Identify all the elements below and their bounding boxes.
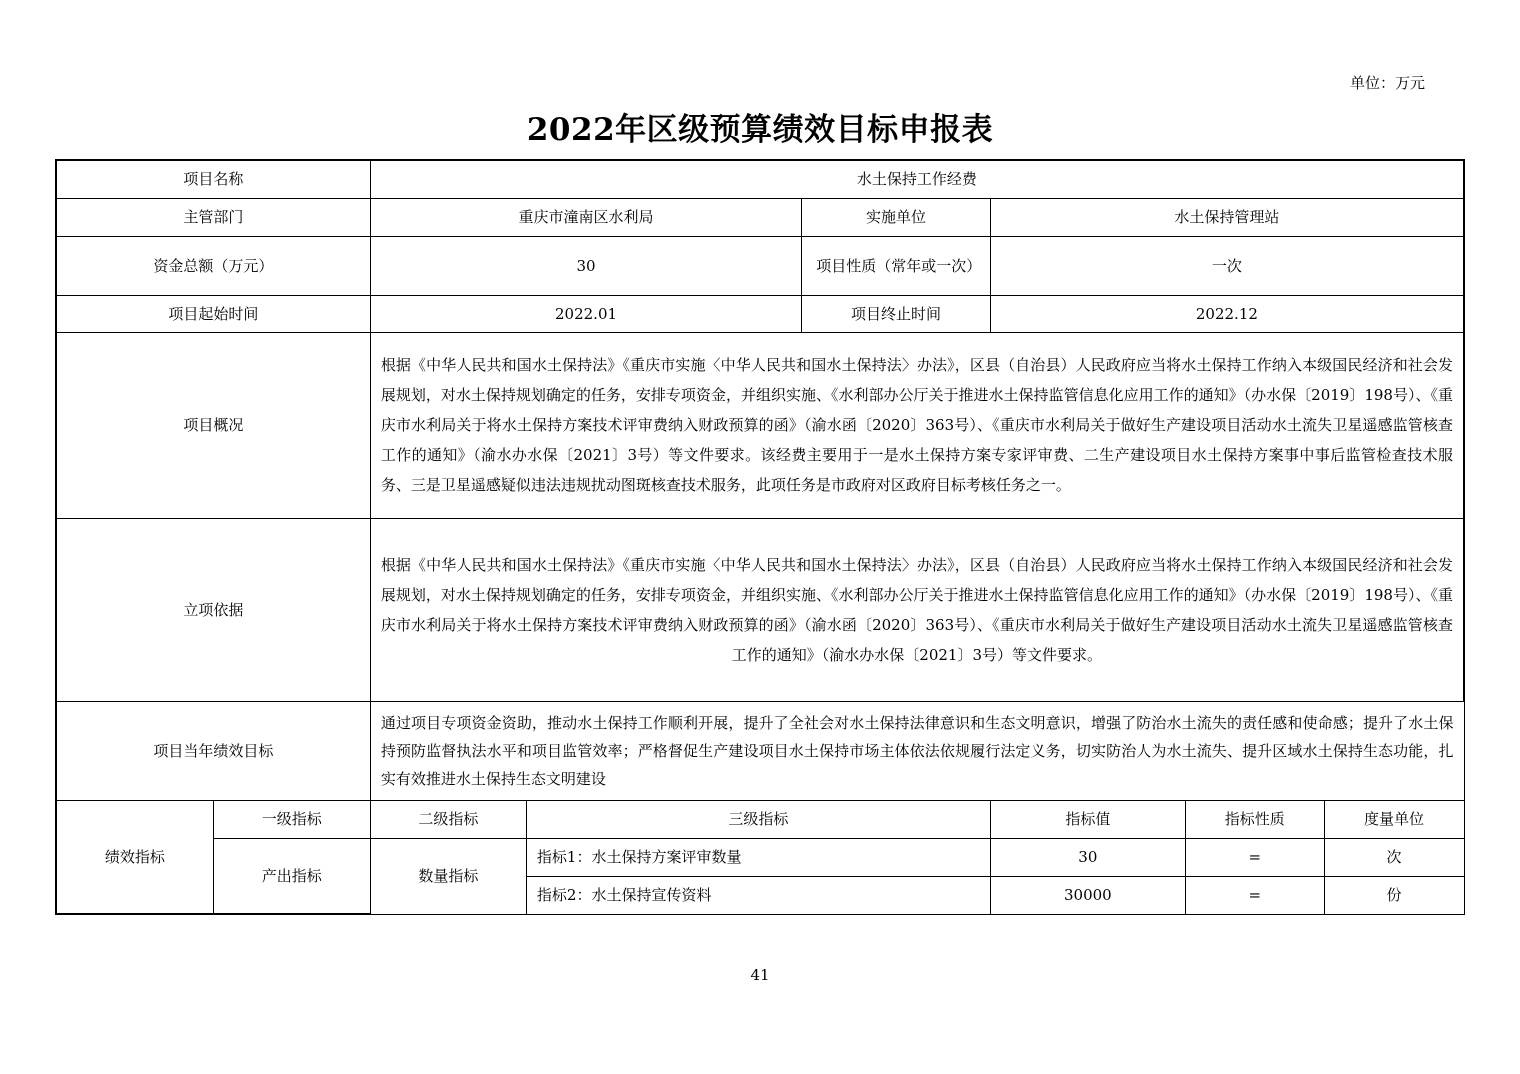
end-time-value: 2022.12 [990, 295, 1464, 332]
page-title: 2022年区级预算绩效目标申报表 [526, 112, 994, 148]
implementer-value: 水土保持管理站 [990, 198, 1464, 236]
indicator-value: 30000 [990, 876, 1185, 914]
indicator-nature: = [1185, 876, 1324, 914]
header-value: 指标值 [990, 800, 1185, 838]
total-funds-value: 30 [370, 236, 801, 295]
indicator-unit: 份 [1324, 876, 1464, 914]
indicator-name: 指标1：水土保持方案评审数量 [526, 838, 990, 876]
basis-label: 立项依据 [56, 518, 370, 701]
department-value: 重庆市潼南区水利局 [370, 198, 801, 236]
end-time-label: 项目终止时间 [802, 295, 991, 332]
overview-text: 根据《中华人民共和国水土保持法》《重庆市实施〈中华人民共和国水土保持法〉办法》，区县（自治县）人民政府应当将水土保持工作纳入本级国民经济和社会发展规划，对水土保持规划确定的任务，安排专项资金，并组织实施、《水利部办公厅关于推进水土保持监管信息化应用工作的通知》（办水保〔2019〕198号）、《重庆市水利局关于将水土保持方案技术评审费纳入财政预算的函》（渝水函〔2020〕363号）、《重庆市水利局关于做好生产建设项目活动水土流失卫星遥感监管核查工作的通知》（渝水办水保〔2021〕3号）等文件要求。该经费主要用于一是水土保持方案专家评审费、二生产建设项目水土保持方案事中事后监管检查技术服务、三是卫星遥感疑似违法违规扰动图斑核查技术服务，此项任务是市政府对区政府目标考核任务之一。 [370, 332, 1464, 518]
project-nature-value: 一次 [990, 236, 1464, 295]
annual-goal-text: 通过项目专项资金资助，推动水土保持工作顺利开展，提升了全社会对水土保持法律意识和生态文明意识，增强了防治水土流失的责任感和使命感；提升了水土保持预防监督执法水平和项目监管效率；严格督促生产建设项目水土保持市场主体依法依规履行法定义务，切实防治人为水土流失、提升区域水土保持生态功能，扎实有效推进水土保持生态文明建设 [370, 701, 1464, 800]
project-name-label: 项目名称 [56, 160, 370, 198]
level1-output: 产出指标 [213, 838, 370, 914]
indicator-value: 30 [990, 838, 1185, 876]
indicator-unit: 次 [1324, 838, 1464, 876]
indicator-nature: = [1185, 838, 1324, 876]
total-funds-label: 资金总额（万元） [56, 236, 370, 295]
annual-goal-label: 项目当年绩效目标 [56, 701, 370, 800]
department-label: 主管部门 [56, 198, 370, 236]
overview-label: 项目概况 [56, 332, 370, 518]
header-level1: 一级指标 [213, 800, 370, 838]
project-nature-label: 项目性质（常年或一次） [802, 236, 991, 295]
unit-label: 单位：万元 [1349, 74, 1425, 92]
table-row [56, 838, 1464, 876]
start-time-value: 2022.01 [370, 295, 801, 332]
page-number: 41 [750, 966, 770, 984]
performance-target-table [55, 159, 1465, 915]
level2-quantity: 数量指标 [370, 838, 526, 914]
implementer-label: 实施单位 [802, 198, 991, 236]
header-level2: 二级指标 [370, 800, 526, 838]
header-nature: 指标性质 [1185, 800, 1324, 838]
indicator-name: 指标2：水土保持宣传资料 [526, 876, 990, 914]
start-time-label: 项目起始时间 [56, 295, 370, 332]
header-level3: 三级指标 [526, 800, 990, 838]
basis-text: 根据《中华人民共和国水土保持法》《重庆市实施〈中华人民共和国水土保持法〉办法》，区县（自治县）人民政府应当将水土保持工作纳入本级国民经济和社会发展规划，对水土保持规划确定的任务，安排专项资金，并组织实施、《水利部办公厅关于推进水土保持监管信息化应用工作的通知》（办水保〔2019〕198号）、《重庆市水利局关于将水土保持方案技术评审费纳入财政预算的函》（渝水函〔2020〕363号）、《重庆市水利局关于做好生产建设项目活动水土流失卫星遥感监管核查工作的通知》（渝水办水保〔2021〕3号）等文件要求。 [370, 518, 1464, 701]
project-name-value: 水土保持工作经费 [370, 160, 1464, 198]
indicators-label: 绩效指标 [56, 800, 213, 914]
header-unit: 度量单位 [1324, 800, 1464, 838]
